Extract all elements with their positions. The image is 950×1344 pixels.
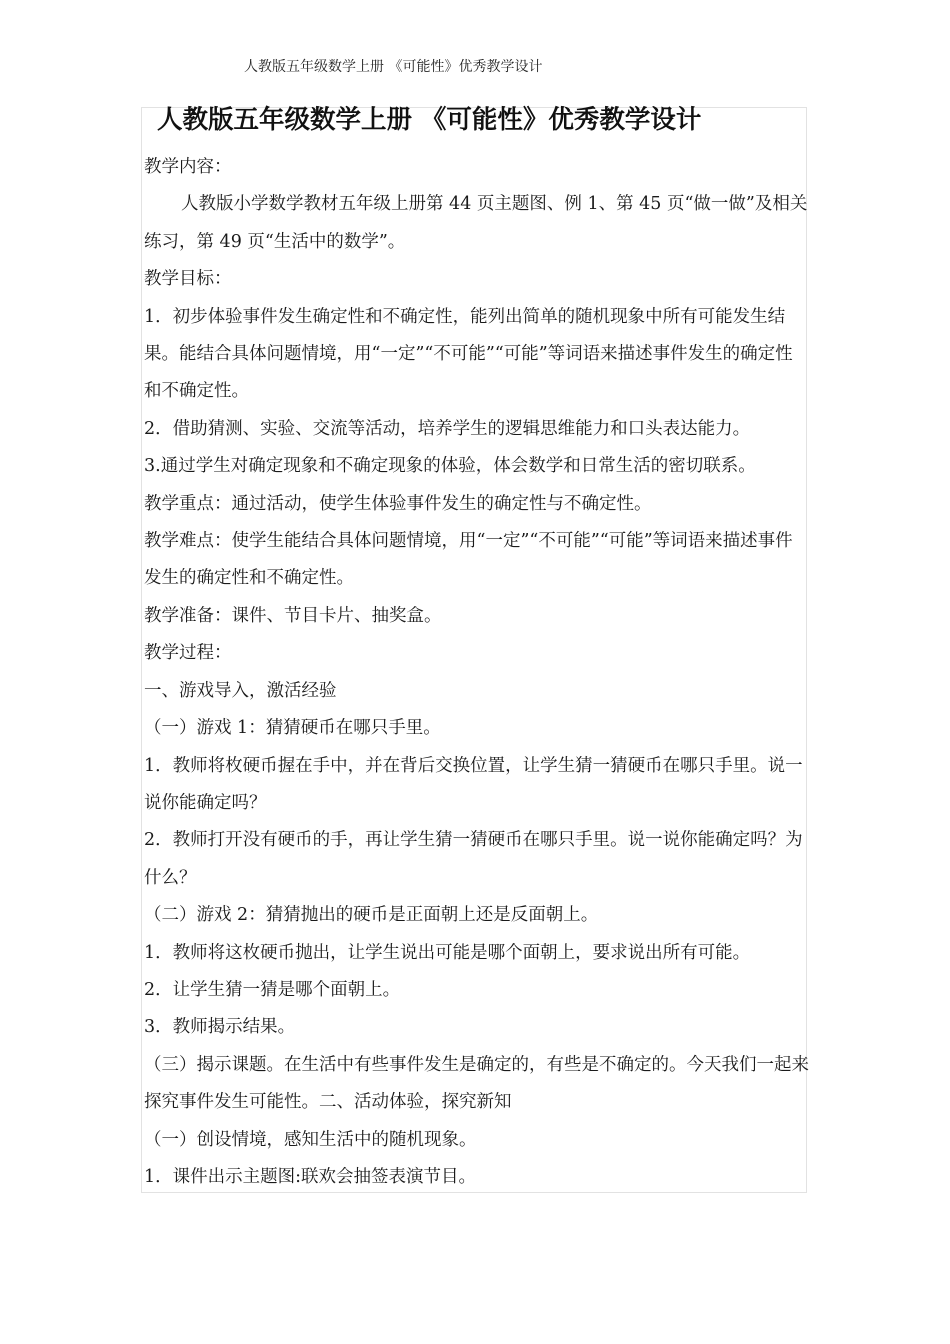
document-body <box>144 149 810 1196</box>
list-item: 1．教师将枚硬币握在手中，并在背后交换位置，让学生猜一猜硬币在哪只手里。说一说你能确定吗？ <box>144 755 803 813</box>
list-item: 1．教师将这枚硬币抛出，让学生说出可能是哪个面朝上，要求说出所有可能。 <box>144 942 751 963</box>
list-item: （一）创设情境，感知生活中的随机现象。 <box>144 1129 477 1150</box>
objective-item: 1．初步体验事件发生确定性和不确定性，能列出简单的随机现象中所有可能发生结果。能结合具体问题情境，用“一定”“不可能”“可能”等词语来描述事件发生的确定性和不确定性。 <box>144 306 793 402</box>
list-item: 3．教师揭示结果。 <box>144 1017 296 1038</box>
list-item: （三）揭示课题。在生活中有些事件发生是确定的，有些是不确定的。今天我们一起来探究事件发生可能性。二、活动体验，探究新知 <box>144 1054 809 1113</box>
difficult-point: 教学难点：使学生能结合具体问题情境，用“一定”“不可能”“可能”等词语来描述事件发生的确定性和不确定性。 <box>144 531 793 589</box>
list-item: 2．教师打开没有硬币的手，再让学生猜一猜硬币在哪只手里。说一说你能确定吗？为什么？ <box>144 830 803 888</box>
list-item: （一）游戏 1：猜猜硬币在哪只手里。 <box>144 718 441 739</box>
section-heading-objectives: 教学目标： <box>144 269 232 290</box>
list-item: （二）游戏 2：猜猜抛出的硬币是正面朝上还是反面朝上。 <box>144 905 599 926</box>
document-title: 人教版五年级数学上册 《可能性》优秀教学设计 <box>157 105 702 135</box>
paragraph-content: 人教版小学数学教材五年级上册第 44 页主题图、例 1、第 45 页“做一做”及相关练习，第 49 页“生活中的数学”。 <box>144 194 808 252</box>
list-item: 2．让学生猜一猜是哪个面朝上。 <box>144 979 401 1000</box>
section-heading-process: 教学过程： <box>144 643 232 664</box>
preparation: 教学准备：课件、节目卡片、抽奖盒。 <box>144 605 442 626</box>
key-point: 教学重点：通过活动，使学生体验事件发生的确定性与不确定性。 <box>144 493 652 514</box>
objective-item: 3.通过学生对确定现象和不确定现象的体验，体会数学和日常生活的密切联系。 <box>144 456 756 477</box>
list-item: 1．课件出示主题图:联欢会抽签表演节目。 <box>144 1166 477 1187</box>
subsection-heading: 一、游戏导入，激活经验 <box>144 680 337 701</box>
section-heading-content: 教学内容： <box>144 157 232 177</box>
running-header: 人教版五年级数学上册 《可能性》优秀教学设计 <box>244 59 543 75</box>
objective-item: 2．借助猜测、实验、交流等活动，培养学生的逻辑思维能力和口头表达能力。 <box>144 418 751 439</box>
